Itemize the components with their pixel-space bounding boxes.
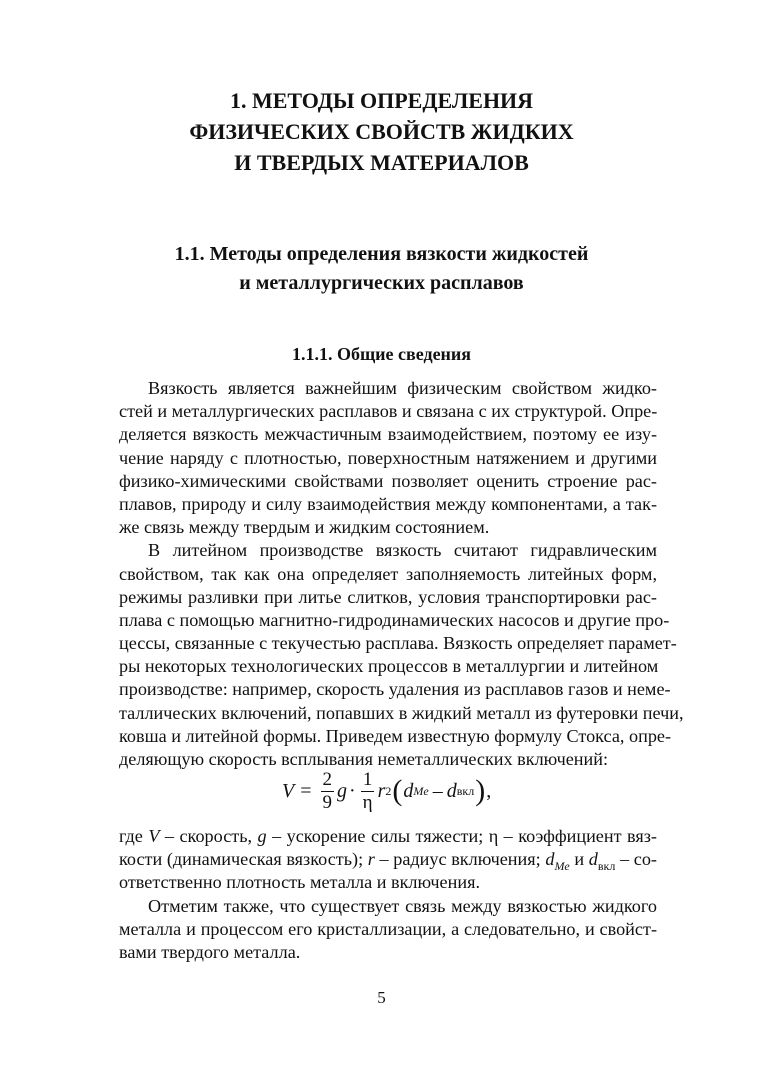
- formula-fraction-2-9: [321, 769, 335, 814]
- chapter-title-line: ФИЗИЧЕСКИХ СВОЙСТВ ЖИДКИХ: [189, 119, 574, 144]
- text-line: деляющую скорость всплывания неметаллических включений:: [119, 749, 609, 769]
- text-span-italic: V: [148, 826, 160, 846]
- text-span: кости (динамическая вязкость);: [119, 849, 368, 870]
- text-line: физико-химическими свойствами позволяет оценить строение рас-: [119, 470, 657, 491]
- formula-equals: =: [300, 779, 312, 802]
- paragraph-4: [119, 895, 657, 965]
- text-span: – ускорение силы тяжести; η – коэффициент вяз-: [266, 826, 657, 846]
- text-span: где: [119, 826, 149, 846]
- text-span-subscript: вкл: [597, 859, 616, 874]
- formula-d-me: d: [403, 779, 414, 802]
- text-line: плавов, природу и силу взаимодействия между компонентами, а так-: [119, 493, 657, 514]
- text-block-lower: [119, 825, 657, 964]
- text-line: деляется вязкость межчастичным взаимодействием, поэтому ее изу-: [119, 424, 657, 445]
- text-line: производстве: например, скорость удаления из расплавов газов и неме-: [119, 679, 671, 700]
- paragraph-3: [119, 825, 657, 895]
- text-line: В литейном производстве вязкость считают гидравлическим: [148, 540, 657, 561]
- text-line: вами твердого металла.: [119, 941, 301, 962]
- formula-minus: –: [432, 779, 443, 802]
- text-line: ковша и литейной формы. Приведем известную формулу Стокса, опре-: [119, 725, 672, 746]
- text-span: – скорость,: [159, 826, 258, 846]
- text-line: ры некоторых технологических процессов в металлургии и литейном: [119, 656, 659, 677]
- text-line: свойством, так как она определяет заполняемость литейных форм,: [119, 563, 657, 584]
- text-span: и: [569, 849, 589, 870]
- formula-g: g: [337, 779, 347, 802]
- section-title-line: 1.1. Методы определения вязкости жидкостей: [174, 243, 589, 265]
- text-line: стей и металлургических расплавов и связана с их структурой. Опре-: [119, 401, 658, 422]
- formula-d-me-subscript: Me: [413, 783, 429, 798]
- text-line: же связь между твердым и жидким состоянием.: [119, 517, 490, 538]
- text-line: таллических включений, попавших в жидкий металл из футеровки печи,: [119, 702, 684, 723]
- text-line: плава с помощью магнитно-гидродинамических насосов и другие про-: [119, 609, 670, 630]
- fraction-denominator: 9: [322, 791, 332, 813]
- text-line: режимы разливки при литье слитков, условия транспортировки рас-: [119, 586, 657, 607]
- formula-dot: ·: [349, 779, 356, 802]
- text-span-subscript: Me: [554, 859, 570, 874]
- section-title: [0, 240, 763, 298]
- fraction-numerator: 1: [362, 768, 373, 790]
- page-number: 5: [377, 988, 386, 1007]
- paragraph-2: [119, 539, 684, 771]
- paragraph-1: [119, 377, 657, 539]
- formula-velocity: V: [282, 779, 295, 802]
- text-span-italic: d: [588, 849, 598, 870]
- formula-d-vkl-subscript: вкл: [456, 783, 475, 798]
- text-line: металла и процессом его кристаллизации, а следовательно, и свойст-: [119, 918, 657, 939]
- text-line: Вязкость является важнейшим физическим свойством жидко-: [148, 378, 657, 398]
- formula-d-vkl: d: [446, 779, 457, 802]
- text-line: Отметим также, что существует связь между вязкостью жидкого: [148, 895, 657, 916]
- chapter-title: [0, 85, 763, 178]
- text-span-italic: g: [257, 826, 267, 846]
- text-line: чение наряду с плотностью, поверхностным натяжением и другими: [119, 447, 657, 468]
- text-span: – со-: [615, 849, 657, 870]
- text-span: – радиус включения;: [374, 849, 546, 870]
- formula-r-exponent: 2: [385, 783, 392, 798]
- text-span-italic: d: [545, 849, 555, 870]
- formula-comma: ,: [486, 779, 492, 802]
- text-line: [119, 848, 657, 874]
- text-line: ответственно плотность металла и включения.: [119, 872, 480, 893]
- text-block-upper: [119, 377, 684, 771]
- text-span-italic: r: [367, 849, 375, 870]
- fraction-numerator: 2: [322, 768, 332, 790]
- text-line: цессы, связанные с текучестью расплава. Вязкость определяет парамет-: [119, 633, 677, 654]
- chapter-title-line: 1. МЕТОДЫ ОПРЕДЕЛЕНИЯ: [229, 88, 534, 113]
- text-line: [119, 825, 657, 848]
- formula-close-paren: ): [475, 774, 486, 807]
- section-title-line: и металлургических расплавов: [239, 272, 524, 294]
- fraction-denominator: η: [362, 791, 373, 813]
- stokes-formula: [0, 762, 763, 820]
- formula-r: r: [377, 779, 386, 802]
- formula-open-paren: (: [392, 774, 403, 807]
- subsection-title: 1.1.1. Общие сведения: [291, 344, 472, 364]
- formula-fraction-1-eta: [361, 769, 375, 814]
- chapter-title-line: И ТВЕРДЫХ МАТЕРИАЛОВ: [234, 150, 529, 175]
